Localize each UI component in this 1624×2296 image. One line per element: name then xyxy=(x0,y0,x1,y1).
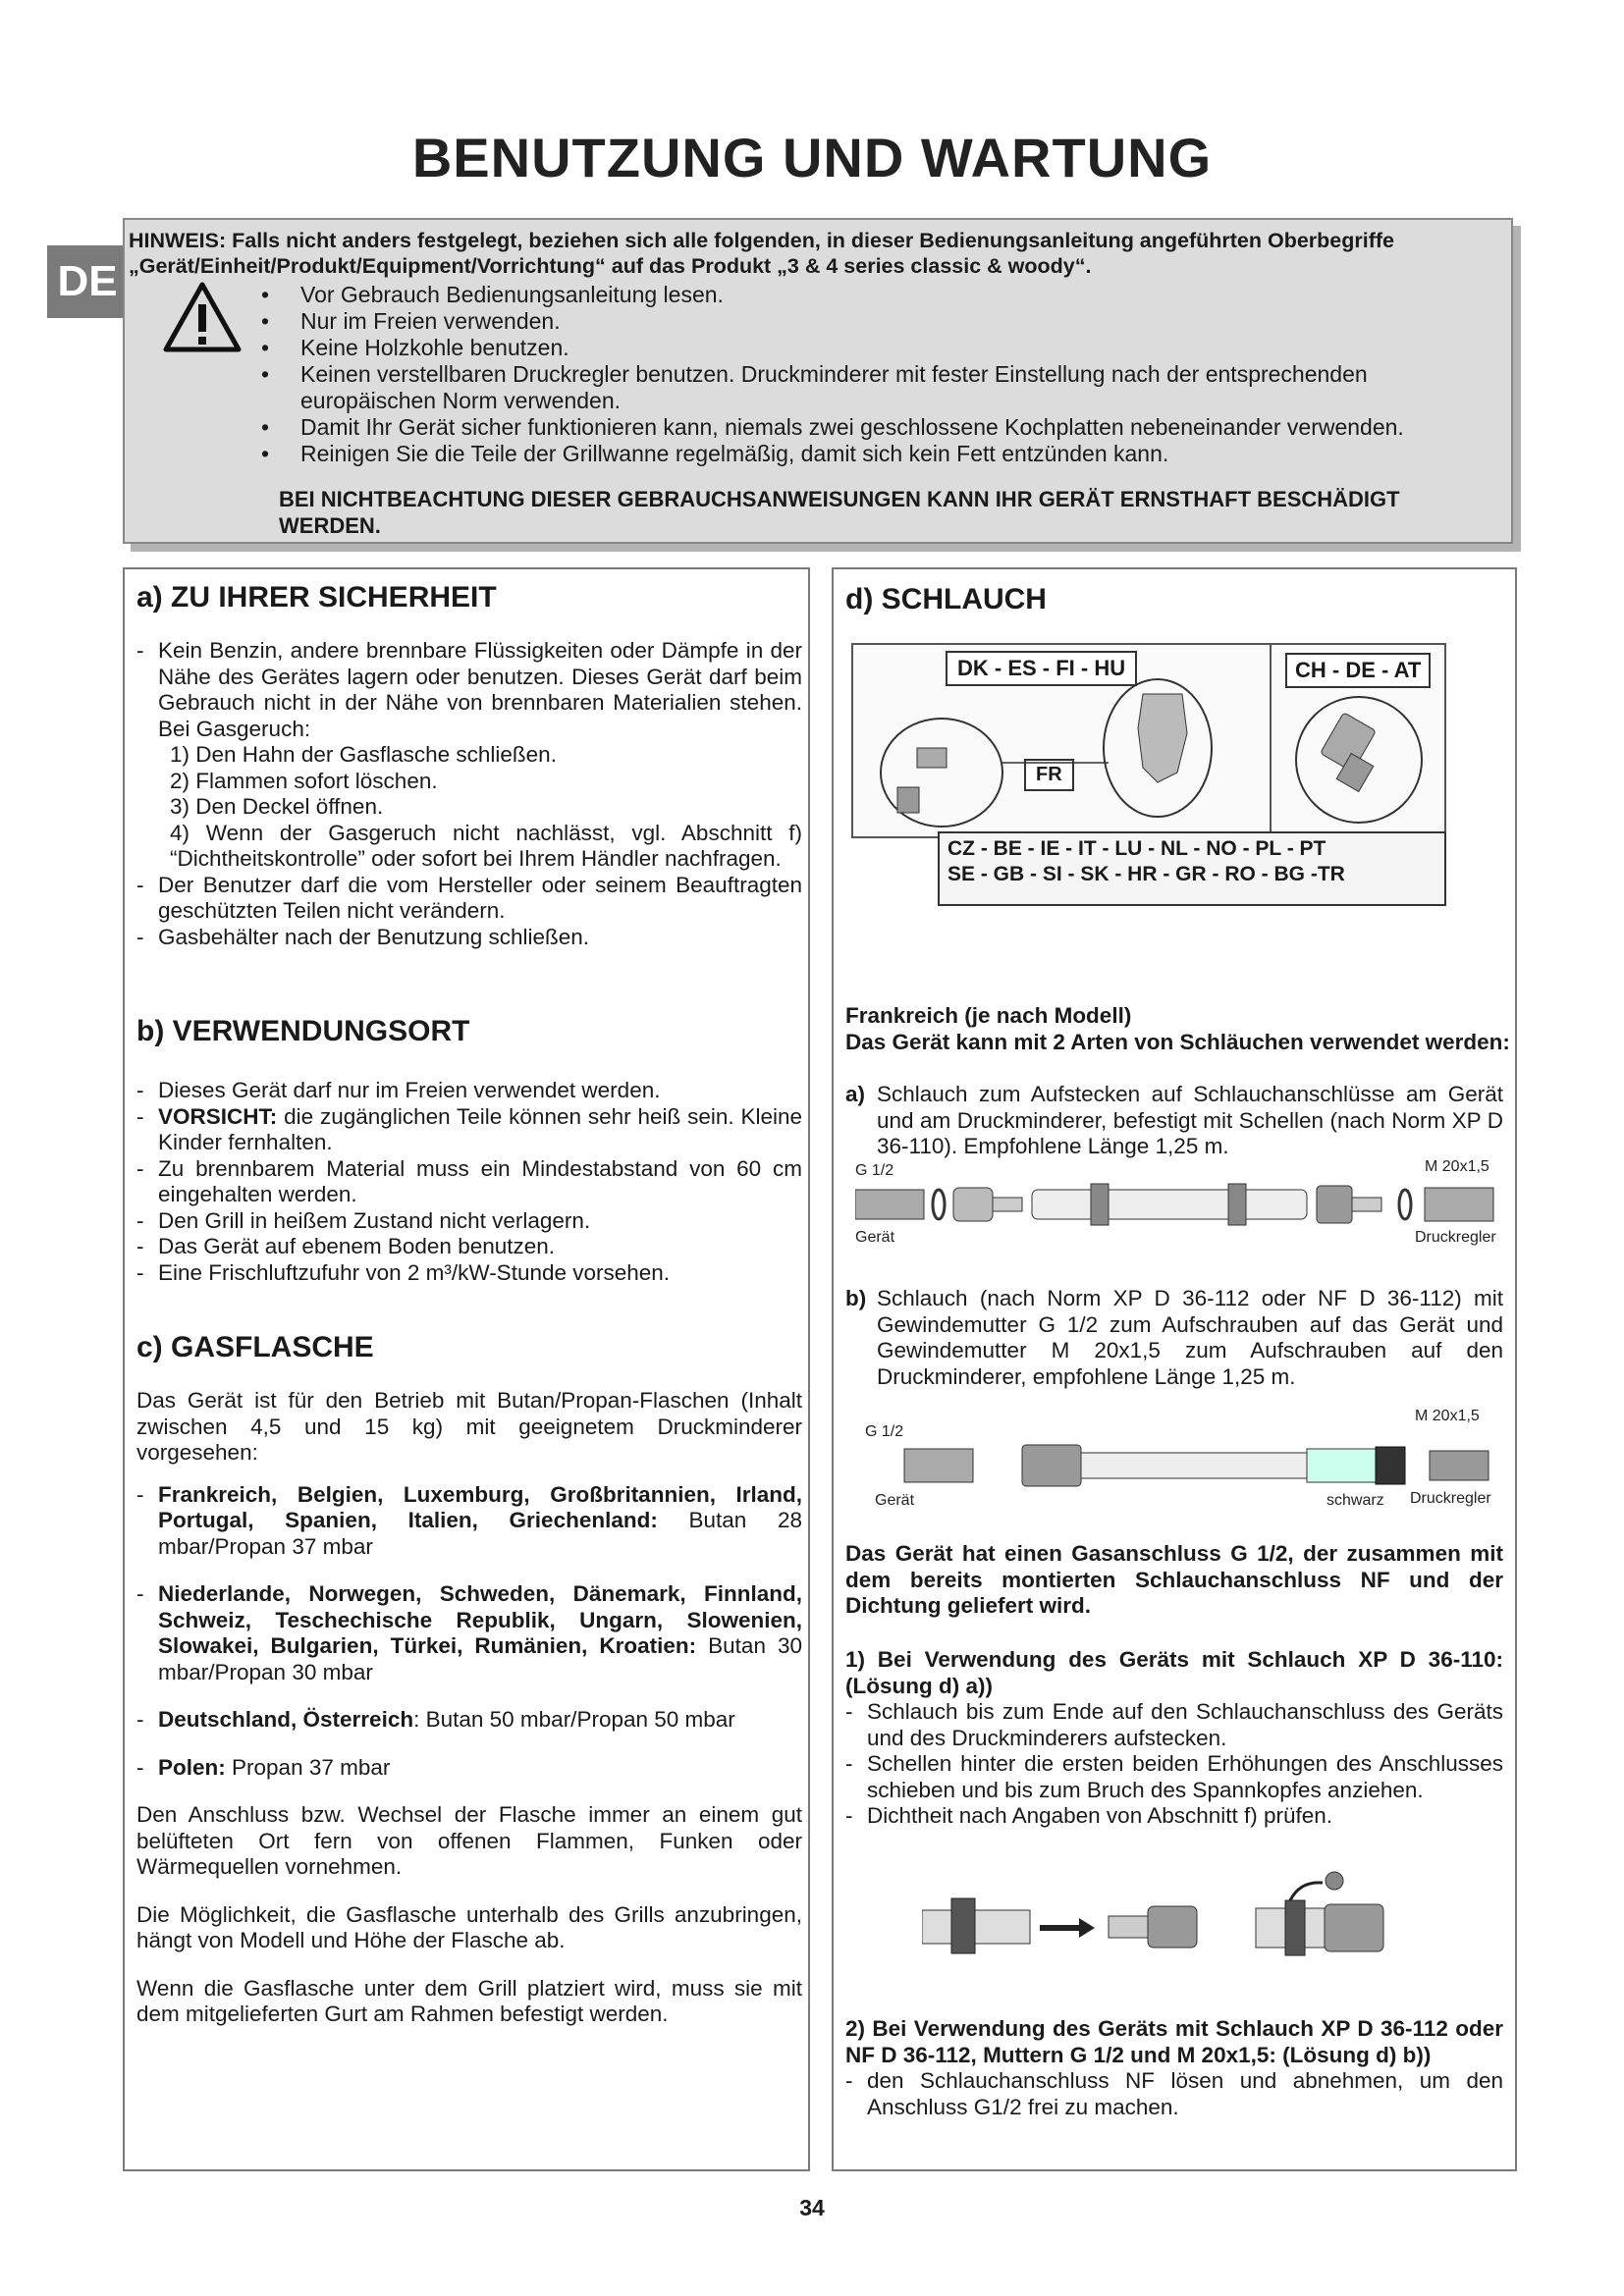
option-a-text: Schlauch zum Aufstecken auf Schlauchanschlüsse am Gerät und am Druckminderer, befestigt mit Schellen (nach Norm XP D 36-110). Empfohlene Länge 1,25 m. xyxy=(877,1082,1503,1158)
list-item xyxy=(136,1104,802,1156)
section-c-p2: Die Möglichkeit, die Gasflasche unterhalb des Grills anzubringen, hängt von Modell und Höhe der Flasche ab. xyxy=(136,1901,802,1952)
gas-pressure: Propan 37 mbar xyxy=(232,1754,391,1780)
option-b-label: b) xyxy=(845,1286,867,1310)
gas-pressure: : Butan 50 mbar/Propan 50 mbar xyxy=(413,1707,735,1732)
hose-a-g: G 1/2 xyxy=(855,1162,894,1179)
clamp-hose-icon xyxy=(855,1180,1503,1229)
countries: Deutschland, Österreich xyxy=(158,1707,414,1732)
list-item: - Eine Frischluftzufuhr von 2 m³/kW-Stunde vorsehen. xyxy=(136,1260,802,1287)
section-a-p1: - Kein Benzin, andere brennbare Flüssigkeiten oder Dämpfe in der Nähe des Gerätes lagern oder benutzen. Dieses Gerät darf beim Gebrauch nicht in der Nähe von brennbaren Materialien stehen. Bei Gasgeruch: xyxy=(136,638,802,742)
connector-diagram xyxy=(851,643,1446,838)
hose-b-g: G 1/2 xyxy=(865,1423,904,1440)
countries: Polen: xyxy=(158,1754,226,1780)
step2 xyxy=(845,2016,1503,2120)
step2-title: 2) Bei Verwendung des Geräts mit Schlauch XP D 36-112 oder NF D 36-112, Muttern G 1/2 und M 20x1,5: (Lösung d) b)) xyxy=(845,2016,1503,2067)
section-a-heading: a) ZU IHRER SICHERHEIT xyxy=(136,581,497,614)
label-dk: DK - ES - FI - HU xyxy=(946,651,1137,686)
hose-a-m: M 20x1,5 xyxy=(1425,1158,1489,1175)
notice-intro: HINWEIS: Falls nicht anders festgelegt, beziehen sich alle folgenden, in dieser Bedienungsanleitung angeführten Oberbegriffe „Gerät/Einheit/Produkt/Equipment/Vorrichtung“ auf das Produkt „3 & 4 series classic & woody“. xyxy=(129,229,1395,278)
list-item: - Dichtheit nach Angaben von Abschnitt f) prüfen. xyxy=(845,1803,1503,1830)
step-item: 4) Wenn der Gasgeruch nicht nachlässt, vgl. Abschnitt f) “Dichtheitskontrolle” oder sofort bei Ihrem Händler nachfragen. xyxy=(170,820,802,871)
step-item: 2) Flammen sofort löschen. xyxy=(170,768,438,793)
section-c-intro: Das Gerät ist für den Betrieb mit Butan/Propan-Flaschen (Inhalt zwischen 4,5 und 15 kg) mit geeignetem Druckminderer vorgesehen: xyxy=(136,1388,802,1465)
gas-pressure: Butan 28 mbar/Propan 37 mbar xyxy=(158,1508,802,1559)
country-group xyxy=(136,1755,802,1782)
hose-a-diagram xyxy=(845,1158,1513,1247)
caution-label: VORSICHT: xyxy=(158,1103,278,1129)
section-d-heading: d) SCHLAUCH xyxy=(845,583,1047,615)
label-fr: FR xyxy=(1024,759,1074,791)
option-b-text: Schlauch (nach Norm XP D 36-112 oder NF D 36-112) mit Gewindemutter G 1/2 zum Aufschrauben auf das Gerät und Gewindemutter M 20x1,5 zum Aufschrauben auf den Druckminderer, empfohlene Länge 1,25 m. xyxy=(877,1286,1503,1389)
list-item: - Schellen hinter die ersten beiden Erhöhungen des Anschlusses schieben und bis zum Bruch des Spannkopfes anziehen. xyxy=(845,1751,1503,1803)
option-a-label: a) xyxy=(845,1082,866,1106)
list-item: - Dieses Gerät darf nur im Freien verwendet werden. xyxy=(136,1078,802,1104)
section-c-body xyxy=(136,1388,802,2028)
step1 xyxy=(845,1647,1503,1830)
notice-warning: BEI NICHTBEACHTUNG DIESER GEBRAUCHSANWEISUNGEN KANN IHR GERÄT ERNSTHAFT BESCHÄDIGT WERDEN. xyxy=(279,487,1400,538)
section-b-body xyxy=(136,1078,802,1286)
label-cz2: SE - GB - SI - SK - HR - GR - RO - BG -TR xyxy=(947,863,1345,885)
step1-title: 1) Bei Verwendung des Geräts mit Schlauch XP D 36-110: (Lösung d) a)) xyxy=(845,1647,1503,1698)
fr-intro xyxy=(845,1003,1513,1055)
page-title: BENUTZUNG UND WARTUNG xyxy=(411,127,1213,188)
connection-note: Das Gerät hat einen Gasanschluss G 1/2, der zusammen mit dem bereits montierten Schlauchanschluss NF und der Dichtung geliefert wird. xyxy=(845,1541,1503,1618)
section-b-heading: b) VERWENDUNGSORT xyxy=(136,1015,470,1047)
hose-b-m: M 20x1,5 xyxy=(1415,1408,1480,1424)
section-c-heading: c) GASFLASCHE xyxy=(136,1331,374,1363)
notice-item: • Damit Ihr Gerät sicher funktionieren kann, niemals zwei geschlossene Kochplatten nebeneinander verwenden. xyxy=(257,414,1475,441)
left-panel xyxy=(123,567,810,2171)
section-a-p3: - Gasbehälter nach der Benutzung schließen. xyxy=(136,925,802,951)
gas-pressure: Butan 30 mbar/Propan 30 mbar xyxy=(158,1633,802,1684)
notice-item: • Keinen verstellbaren Druckregler benutzen. Druckminderer mit fester Einstellung nach der entsprechenden europäischen Norm verwenden. xyxy=(257,361,1475,414)
hose-connector-icon xyxy=(863,674,1256,831)
section-c-p1: Den Anschluss bzw. Wechsel der Flasche immer an einem gut belüfteten Ort fern von offenen Flammen, Funken oder Wärmequellen vornehmen. xyxy=(136,1802,802,1879)
step-item: 1) Den Hahn der Gasflasche schließen. xyxy=(170,742,557,767)
notice-box xyxy=(123,218,1513,544)
section-a-p2: - Der Benutzer darf die vom Hersteller oder seinem Beauftragten geschützten Teilen nicht verändern. xyxy=(136,873,802,925)
hose-a-regler: Druckregler xyxy=(1415,1229,1496,1246)
threaded-hose-icon xyxy=(865,1441,1493,1490)
caution-text: die zugänglichen Teile können sehr heiß sein. Kleine Kinder fernhalten. xyxy=(158,1103,802,1154)
label-cz1: CZ - BE - IE - IT - LU - NL - NO - PL - PT xyxy=(947,837,1326,860)
hose-b-schwarz: schwarz xyxy=(1326,1492,1384,1509)
country-group xyxy=(136,1707,802,1734)
hose-b-regler: Druckregler xyxy=(1410,1490,1491,1507)
list-item: - Das Gerät auf ebenem Boden benutzen. xyxy=(136,1234,802,1260)
notice-item: • Reinigen Sie die Teile der Grillwanne regelmäßig, damit sich kein Fett entzünden kann. xyxy=(257,441,1475,467)
country-label-box xyxy=(938,831,1446,906)
list-item: - Schlauch bis zum Ende auf den Schlauchanschluss des Geräts und des Druckminderers aufstecken. xyxy=(845,1699,1503,1751)
fr-title: Frankreich (je nach Modell) xyxy=(845,1003,1132,1028)
language-tab: DE xyxy=(47,245,128,318)
list-item: - den Schlauchanschluss NF lösen und abnehmen, um den Anschluss G1/2 frei zu machen. xyxy=(845,2068,1503,2120)
hose-b-diagram xyxy=(845,1402,1513,1510)
section-c-p3: Wenn die Gasflasche unter dem Grill platziert wird, muss sie mit dem mitgelieferten Gurt am Rahmen befestigt werden. xyxy=(136,1975,802,2026)
countries: Frankreich, Belgien, Luxemburg, Großbritannien, Irland, Portugal, Spanien, Italien, Griechenland: xyxy=(158,1481,802,1532)
notice-list xyxy=(257,282,1475,467)
step-item: 3) Den Deckel öffnen. xyxy=(170,794,384,819)
right-panel xyxy=(832,567,1517,2171)
list-item: - Den Grill in heißem Zustand nicht verlagern. xyxy=(136,1208,802,1235)
option-b xyxy=(845,1286,1503,1390)
list-item: - Zu brennbarem Material muss ein Mindestabstand von 60 cm eingehalten werden. xyxy=(136,1156,802,1208)
option-a xyxy=(845,1082,1503,1160)
notice-item: • Nur im Freien verwenden. xyxy=(257,308,1475,335)
countries: Niederlande, Norwegen, Schweden, Dänemark, Finnland, Schweiz, Teschechische Republik, Ungarn, Slowenien, Slowakei, Bulgarien, Türkei, Rumänien, Kroatien: xyxy=(158,1581,802,1658)
hose-b-geraet: Gerät xyxy=(875,1492,915,1509)
page-number: 34 xyxy=(799,2195,825,2220)
clamp-fitting-icon xyxy=(922,1871,1433,1979)
country-group xyxy=(136,1581,802,1685)
warning-triangle-icon xyxy=(162,281,243,353)
notice-item: • Keine Holzkohle benutzen. xyxy=(257,335,1475,361)
fr-subtitle: Das Gerät kann mit 2 Arten von Schläuchen verwendet werden: xyxy=(845,1029,1510,1054)
label-ch: CH - DE - AT xyxy=(1285,653,1431,688)
section-a-body xyxy=(136,638,802,950)
hose-a-geraet: Gerät xyxy=(855,1229,895,1246)
threaded-connector-icon xyxy=(1285,689,1433,827)
notice-item: • Vor Gebrauch Bedienungsanleitung lesen. xyxy=(257,282,1475,308)
country-group xyxy=(136,1482,802,1561)
